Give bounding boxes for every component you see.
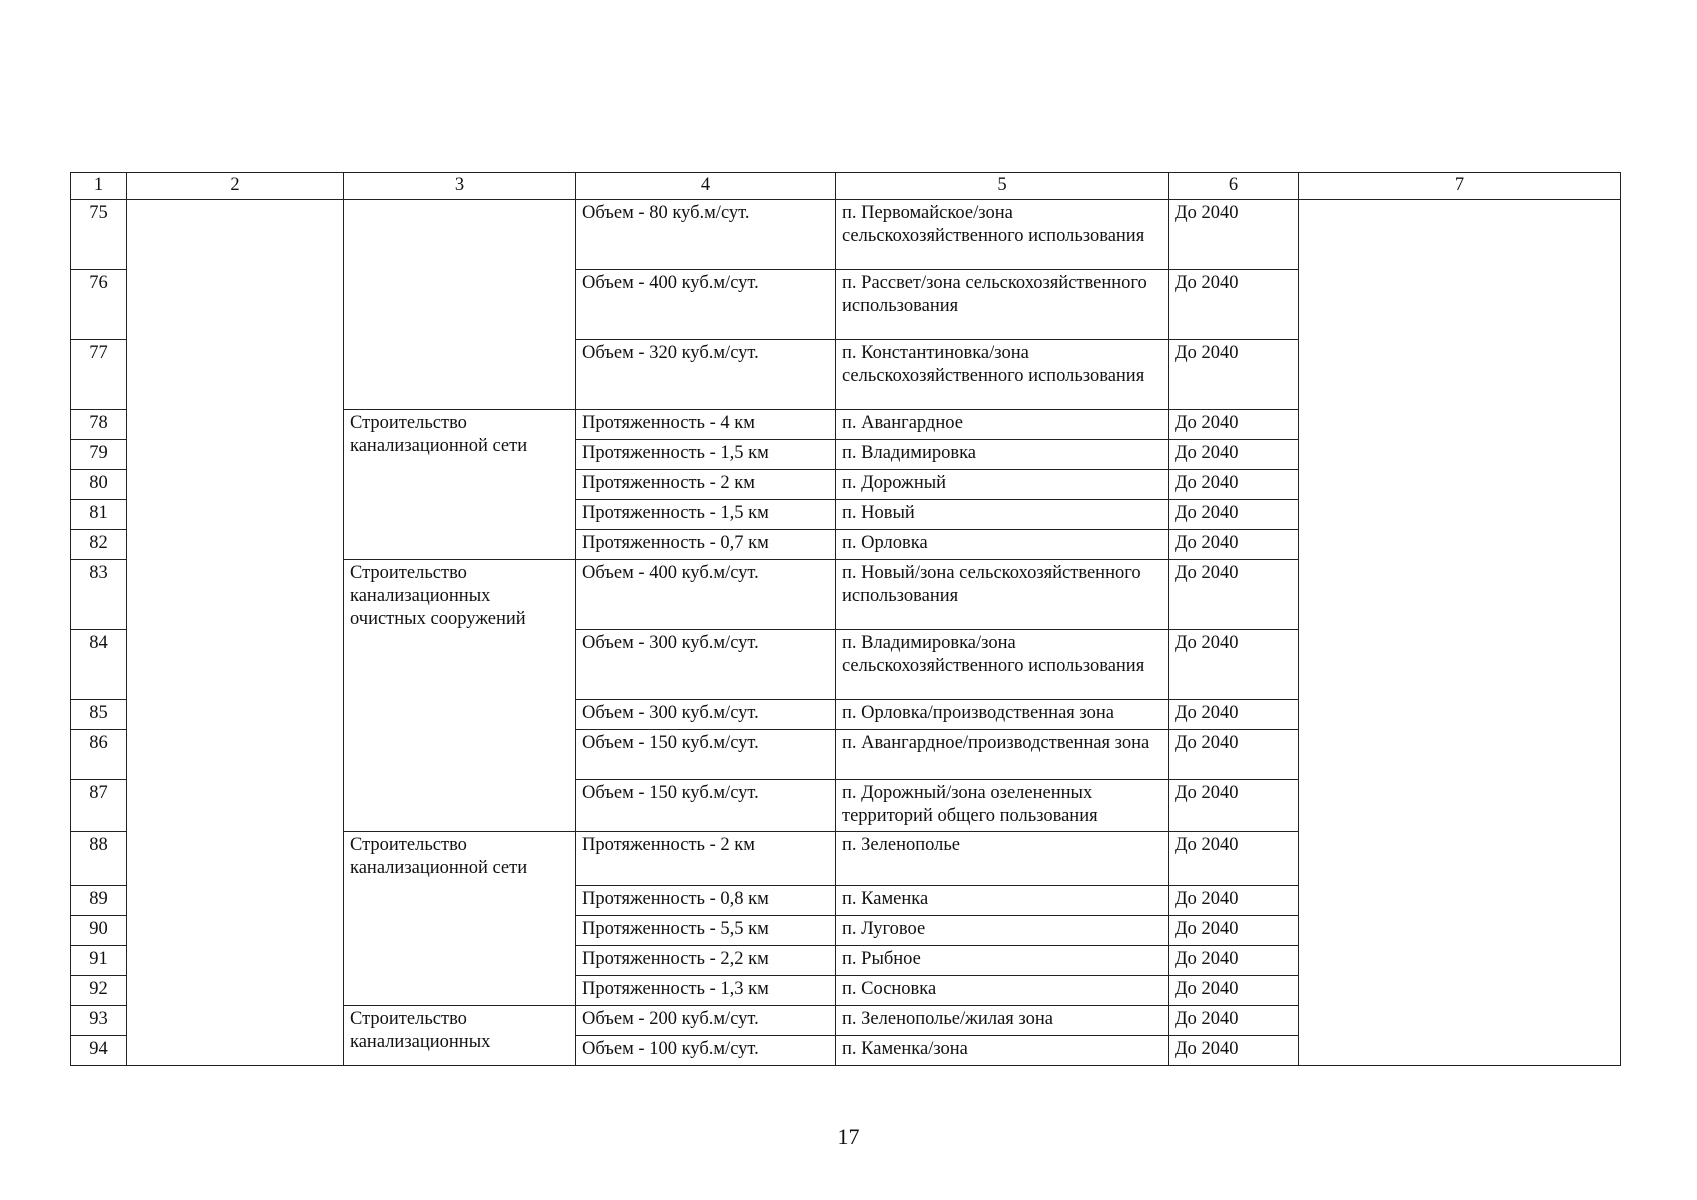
row-number: 93 [71,1006,127,1036]
param-cell: Объем - 300 куб.м/сут. [576,630,836,700]
location-cell: п. Зеленополье/жилая зона [836,1006,1169,1036]
table-header-row [71,173,1621,200]
term-cell: До 2040 [1169,530,1299,560]
header-cell: 7 [1299,173,1621,200]
header-cell: 3 [344,173,576,200]
term-cell: До 2040 [1169,500,1299,530]
term-cell: До 2040 [1169,916,1299,946]
term-cell: До 2040 [1169,886,1299,916]
location-cell: п. Авангардное/производственная зона [836,730,1169,780]
row-number: 82 [71,530,127,560]
location-cell: п. Рассвет/зона сельскохозяйственного использования [836,270,1169,340]
term-cell: До 2040 [1169,340,1299,410]
location-cell: п. Луговое [836,916,1169,946]
term-cell: До 2040 [1169,560,1299,630]
column-7-cell [1299,200,1621,1066]
term-cell: До 2040 [1169,780,1299,832]
work-type-cell: Строительство канализационной сети [344,410,576,560]
header-cell: 5 [836,173,1169,200]
term-cell: До 2040 [1169,946,1299,976]
location-cell: п. Рыбное [836,946,1169,976]
param-cell: Объем - 300 куб.м/сут. [576,700,836,730]
works-table [70,172,1621,1066]
location-cell: п. Владимировка [836,440,1169,470]
row-number: 91 [71,946,127,976]
row-number: 84 [71,630,127,700]
term-cell: До 2040 [1169,270,1299,340]
term-cell: До 2040 [1169,1036,1299,1066]
work-type-cell: Строительство канализационной сети [344,832,576,1006]
param-cell: Протяженность - 1,3 км [576,976,836,1006]
param-cell: Протяженность - 0,7 км [576,530,836,560]
location-cell: п. Авангардное [836,410,1169,440]
row-number: 77 [71,340,127,410]
param-cell: Протяженность - 2 км [576,832,836,886]
header-cell: 2 [127,173,344,200]
row-number: 78 [71,410,127,440]
header-cell: 6 [1169,173,1299,200]
page-number: 17 [837,1124,860,1149]
location-cell: п. Дорожный [836,470,1169,500]
row-number: 87 [71,780,127,832]
term-cell: До 2040 [1169,1006,1299,1036]
row-number: 79 [71,440,127,470]
work-type-cell: Строительство канализационных [344,1006,576,1066]
location-cell: п. Орловка [836,530,1169,560]
row-number: 92 [71,976,127,1006]
row-number: 89 [71,886,127,916]
row-number: 86 [71,730,127,780]
term-cell: До 2040 [1169,730,1299,780]
location-cell: п. Орловка/производственная зона [836,700,1169,730]
work-type-cell [344,200,576,410]
param-cell: Протяженность - 2,2 км [576,946,836,976]
row-number: 81 [71,500,127,530]
row-number: 94 [71,1036,127,1066]
param-cell: Протяженность - 1,5 км [576,440,836,470]
location-cell: п. Дорожный/зона озелененных территорий общего пользования [836,780,1169,832]
term-cell: До 2040 [1169,470,1299,500]
row-number: 80 [71,470,127,500]
location-cell: п. Владимировка/зона сельскохозяйственного использования [836,630,1169,700]
location-cell: п. Зеленополье [836,832,1169,886]
param-cell: Объем - 400 куб.м/сут. [576,270,836,340]
param-cell: Протяженность - 0,8 км [576,886,836,916]
row-number: 85 [71,700,127,730]
param-cell: Протяженность - 2 км [576,470,836,500]
row-number: 90 [71,916,127,946]
param-cell: Протяженность - 5,5 км [576,916,836,946]
location-cell: п. Каменка [836,886,1169,916]
param-cell: Протяженность - 4 км [576,410,836,440]
term-cell: До 2040 [1169,200,1299,270]
work-type-cell: Строительство канализационных очистных сооружений [344,560,576,832]
term-cell: До 2040 [1169,832,1299,886]
location-cell: п. Новый [836,500,1169,530]
row-number: 76 [71,270,127,340]
param-cell: Объем - 320 куб.м/сут. [576,340,836,410]
param-cell: Протяженность - 1,5 км [576,500,836,530]
table-row [71,200,1621,270]
location-cell: п. Первомайское/зона сельскохозяйственного использования [836,200,1169,270]
param-cell: Объем - 200 куб.м/сут. [576,1006,836,1036]
header-cell: 1 [71,173,127,200]
term-cell: До 2040 [1169,410,1299,440]
term-cell: До 2040 [1169,700,1299,730]
term-cell: До 2040 [1169,976,1299,1006]
location-cell: п. Сосновка [836,976,1169,1006]
row-number: 75 [71,200,127,270]
row-number: 83 [71,560,127,630]
term-cell: До 2040 [1169,440,1299,470]
location-cell: п. Каменка/зона [836,1036,1169,1066]
location-cell: п. Константиновка/зона сельскохозяйственного использования [836,340,1169,410]
param-cell: Объем - 150 куб.м/сут. [576,730,836,780]
location-cell: п. Новый/зона сельскохозяйственного использования [836,560,1169,630]
param-cell: Объем - 150 куб.м/сут. [576,780,836,832]
term-cell: До 2040 [1169,630,1299,700]
header-cell: 4 [576,173,836,200]
param-cell: Объем - 100 куб.м/сут. [576,1036,836,1066]
param-cell: Объем - 80 куб.м/сут. [576,200,836,270]
row-number: 88 [71,832,127,886]
param-cell: Объем - 400 куб.м/сут. [576,560,836,630]
column-2-cell [127,200,344,1066]
